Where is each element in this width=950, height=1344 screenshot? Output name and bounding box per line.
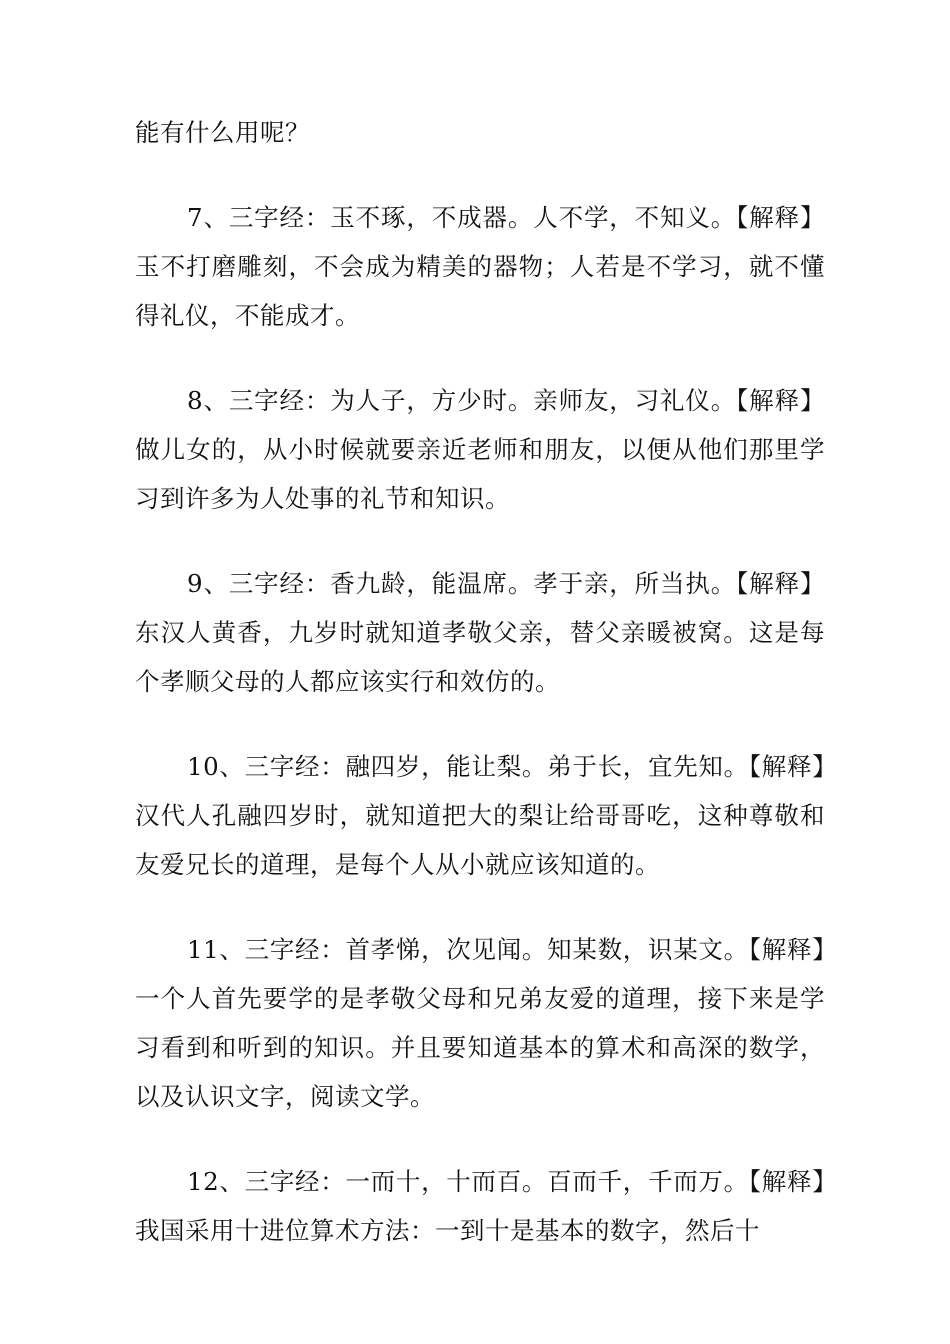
paragraph-item-8: 8、三字经：为人子，方少时。亲师友，习礼仪。【解释】做儿女的，从小时候就要亲近老师和朋友，以便从他们那里学习到许多为人处事的礼节和知识。 bbox=[135, 386, 825, 513]
paragraph-continuation: 能有什么用呢？ bbox=[135, 118, 310, 147]
paragraph-item-9: 9、三字经：香九龄，能温席。孝于亲，所当执。【解释】东汉人黄香，九岁时就知道孝敬父亲，替父亲暖被窝。这是每个孝顺父母的人都应该实行和效仿的。 bbox=[135, 569, 825, 696]
paragraph-item-10: 10、三字经：融四岁，能让梨。弟于长，宜先知。【解释】汉代人孔融四岁时，就知道把大的梨让给哥哥吃，这种尊敬和友爱兄长的道理，是每个人从小就应该知道的。 bbox=[135, 752, 825, 879]
paragraph-item-7: 7、三字经：玉不琢，不成器。人不学，不知义。【解释】玉不打磨雕刻，不会成为精美的器物；人若是不学习，就不懂得礼仪，不能成才。 bbox=[135, 203, 825, 330]
paragraph-item-12: 12、三字经：一而十，十而百。百而千，千而万。【解释】我国采用十进位算术方法：一到十是基本的数字，然后十 bbox=[135, 1167, 825, 1245]
paragraph-item-11: 11、三字经：首孝悌，次见闻。知某数，识某文。【解释】一个人首先要学的是孝敬父母和兄弟友爱的道理，接下来是学习看到和听到的知识。并且要知道基本的算术和高深的数学，以及认识文字，阅读文学。 bbox=[135, 935, 825, 1111]
document-body bbox=[135, 108, 825, 1291]
